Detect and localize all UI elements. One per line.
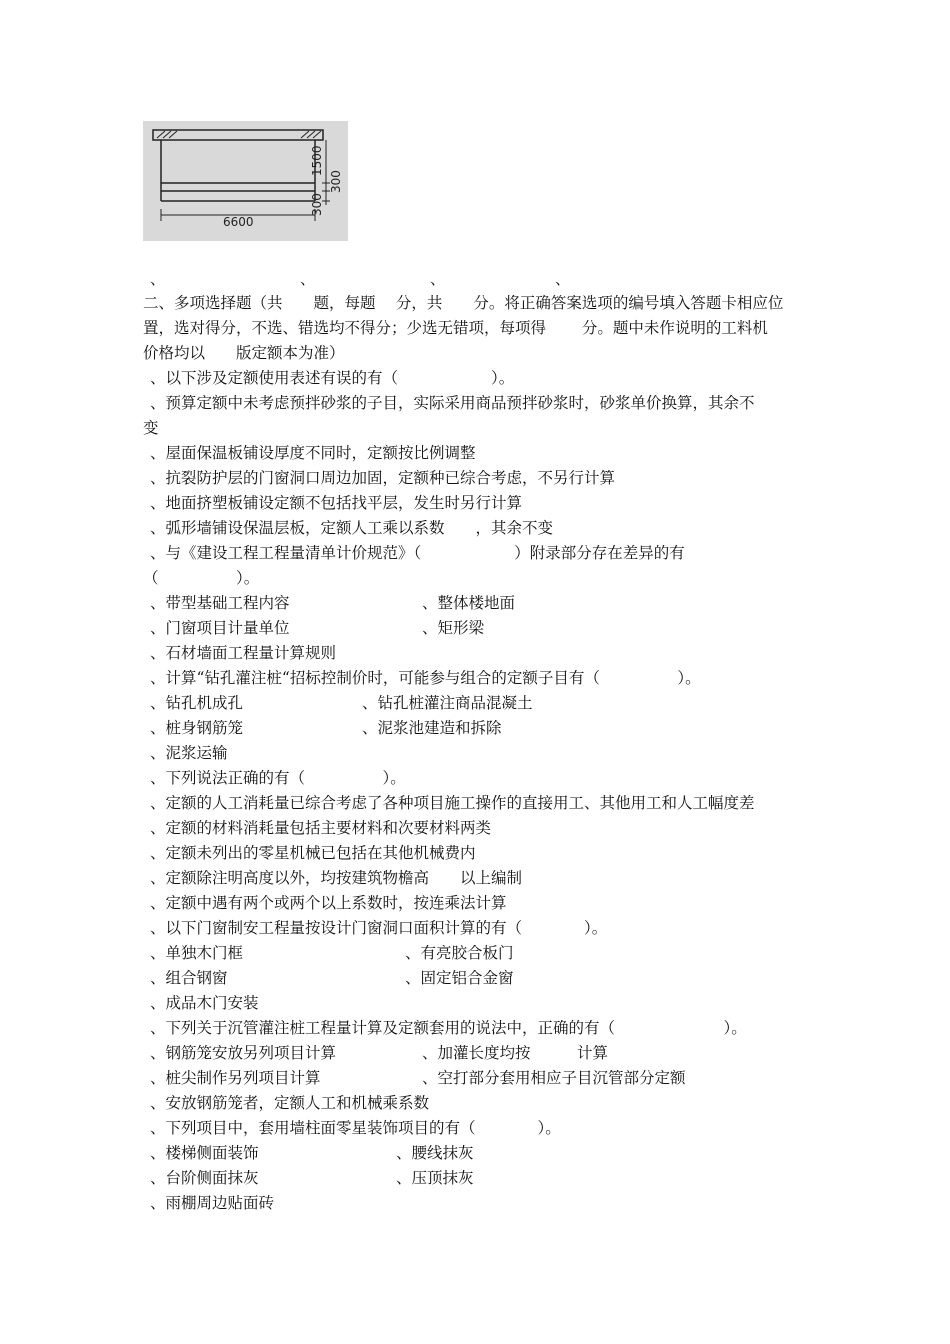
question-stem: 、以下门窗制安工程量按设计门窗洞口面积计算的有（ ）。 [150,919,608,937]
option: 、安放钢筋笼者，定额人工和机械乘系数 [150,1094,430,1112]
blank-mark: 、 [150,270,166,288]
question-stem: 、下列项目中，套用墙柱面零星装饰项目的有（ ）。 [150,1119,561,1137]
option: 、楼梯侧面装饰 [150,1144,259,1162]
option: 、钻孔机成孔 [150,694,244,712]
option: 、地面挤塑板铺设定额不包括找平层，发生时另行计算 [150,494,523,512]
bottom-dim-label: 300 [310,193,324,216]
option: 、整体楼地面 [422,594,516,612]
option: 、单独木门框 [150,944,244,962]
option: 、带型基础工程内容 [150,594,290,612]
question-stem: 、以下涉及定额使用表述有误的有（ ）。 [150,369,515,387]
blank-mark: 、 [555,270,571,288]
option: 、弧形墙铺设保温层板，定额人工乘以系数 ，其余不变 [150,519,554,537]
option: 、腰线抹灰 [396,1144,474,1162]
option: 、有亮胶合板门 [405,944,514,962]
section-heading-line: 价格均以 版定额本为准） [143,344,345,362]
option: 、门窗项目计量单位 [150,619,290,637]
option: 、钻孔桩灌注商品混凝土 [362,694,533,712]
option: 、泥浆运输 [150,744,228,762]
option: 、压顶抹灰 [396,1169,474,1187]
option: 、台阶侧面抹灰 [150,1169,259,1187]
option: 、空打部分套用相应子目沉管部分定额 [422,1069,686,1087]
option-continuation: 变 [143,419,159,437]
blank-mark: 、 [430,270,446,288]
section-heading-line: 置，选对得分，不选、错选均不得分；少选无错项，每项得 分。题中未作说明的工料机 [143,319,768,337]
option: 、定额的材料消耗量包括主要材料和次要材料两类 [150,819,492,837]
option: 、预算定额中未考虑预拌砂浆的子目，实际采用商品预拌砂浆时，砂浆单价换算，其余不 [150,394,755,412]
question-stem-continuation: （ ）。 [143,569,260,587]
dimension-drawing [143,121,348,241]
option: 、矩形梁 [422,619,485,637]
option: 、石材墙面工程量计算规则 [150,644,337,662]
option: 、定额中遇有两个或两个以上系数时，按连乘法计算 [150,894,507,912]
slab-outline [153,130,323,140]
option: 、成品木门安装 [150,994,259,1012]
option: 、桩身钢筋笼 [150,719,244,737]
option: 、定额除注明高度以外，均按建筑物檐高 以上编制 [150,869,523,887]
width-dim-label: 6600 [223,215,254,229]
question-stem: 、与《建设工程工程量清单计价规范》（ ）附录部分存在差异的有 [150,544,685,562]
option: 、雨棚周边贴面砖 [150,1194,275,1212]
option: 、定额的人工消耗量已综合考虑了各种项目施工操作的直接用工、其他用工和人工幅度差 [150,794,755,812]
option: 、钢筋笼安放另列项目计算 [150,1044,337,1062]
option: 、组合钢窗 [150,969,228,987]
height-dim-label: 1500 [310,145,324,176]
drawing-svg [143,121,348,241]
question-stem: 、下列关于沉管灌注桩工程量计算及定额套用的说法中，正确的有（ ）。 [150,1019,747,1037]
side-dim-label: 300 [329,170,343,193]
option: 、桩尖制作另列项目计算 [150,1069,321,1087]
option: 、加灌长度均按 计算 [422,1044,609,1062]
option: 、泥浆池建造和拆除 [362,719,502,737]
option: 、定额未列出的零星机械已包括在其他机械费内 [150,844,476,862]
option: 、屋面保温板铺设厚度不同时，定额按比例调整 [150,444,476,462]
option: 、固定铝合金窗 [405,969,514,987]
question-stem: 、下列说法正确的有（ ）。 [150,769,406,787]
blank-mark: 、 [300,270,316,288]
section-heading-line: 二、多项选择题（共 题，每题 分，共 分。将正确答案选项的编号填入答题卡相应位 [143,294,784,312]
option: 、抗裂防护层的门窗洞口周边加固，定额种已综合考虑，不另行计算 [150,469,616,487]
question-stem: 、计算“钻孔灌注桩“招标控制价时，可能参与组合的定额子目有（ ）。 [150,669,701,687]
